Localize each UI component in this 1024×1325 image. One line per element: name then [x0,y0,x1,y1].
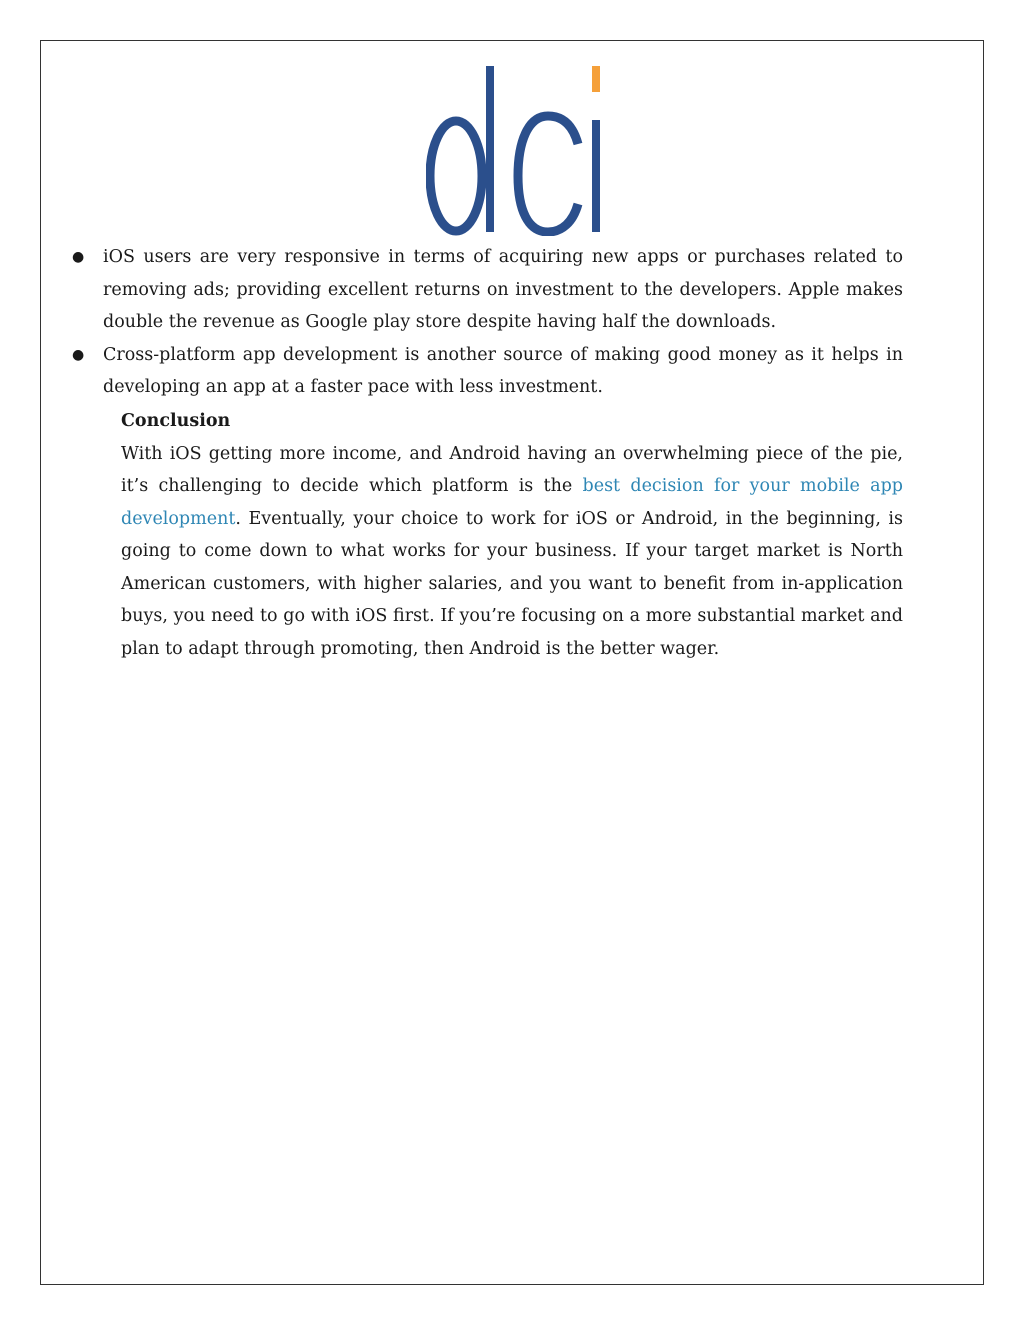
conclusion-text-before-link: With iOS getting more income, and Android having an overwhelming piece of the pie, it’s challenging to decide which platform is the [121,443,903,496]
dci-logo [426,64,602,236]
logo-letter-i [592,66,600,232]
bullet-item [70,241,903,339]
bullet-icon: ● [72,249,85,265]
bullet-text: Cross-platform app development is another source of making good money as it helps in developing an app at a faster pace with less investment. [103,344,903,397]
conclusion-text-after-link: . Eventually, your choice to work for iOS or Android, in the beginning, is going to come down to what works for your business. If your target market is North American customers, with higher salaries, and you want to benefit from in-application buys, you need to go with iOS first. If you’re focusing on a more substantial market and plan to adapt through promoting, then Android is the better wager. [121,508,903,659]
bullet-item [70,339,903,404]
bullet-text: iOS users are very responsive in terms of acquiring new apps or purchases related to removing ads; providing excellent returns on investment to the developers. Apple makes double the revenue as Google play store despite having half the downloads. [103,247,903,332]
conclusion-section [121,405,903,665]
logo-letter-d [430,66,494,232]
conclusion-paragraph [121,438,903,666]
logo-dot [592,66,600,92]
mobile-app-development-link[interactable]: best decision for your mobile app development [121,476,903,529]
bullet-list [70,241,903,404]
conclusion-heading: Conclusion [121,411,231,431]
bullet-icon: ● [72,346,85,363]
logo-letter-c [518,116,578,232]
